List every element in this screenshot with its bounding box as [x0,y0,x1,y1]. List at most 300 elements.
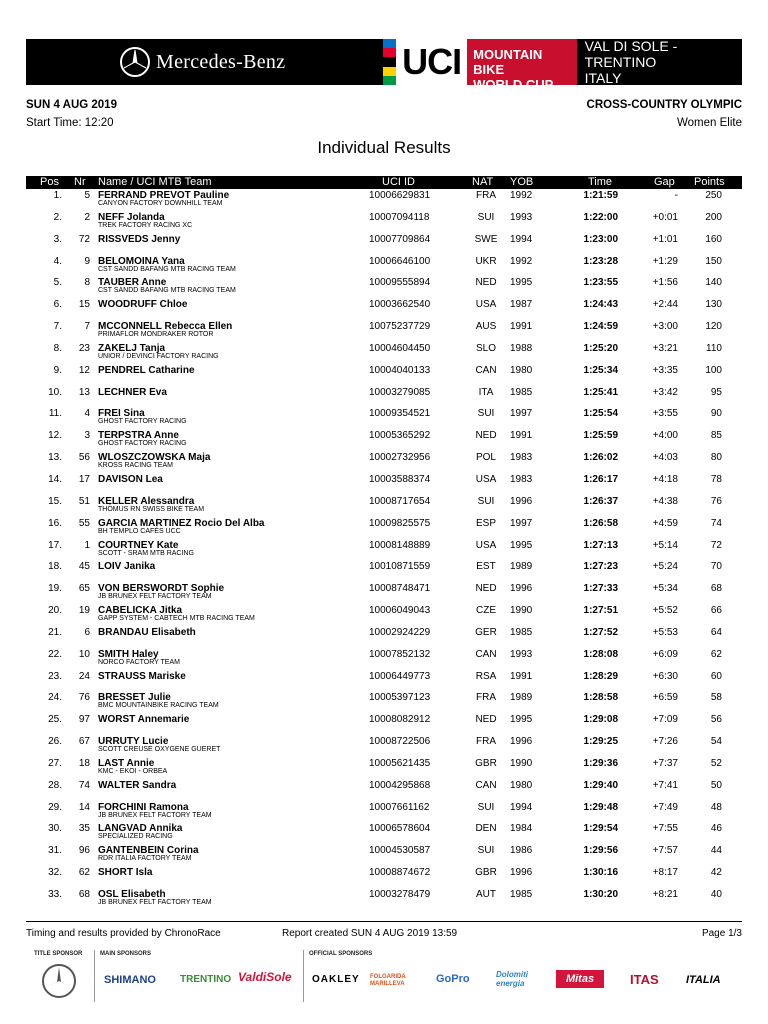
year-of-birth: 1997 [510,517,533,529]
team-name: GAPP SYSTEM - CABTECH MTB RACING TEAM [98,615,255,623]
points: 68 [710,583,722,595]
nationality: EST [476,561,496,573]
col-name: Name / UCI MTB Team [98,176,212,188]
points: 76 [710,495,722,507]
time-gap: +3:35 [652,364,678,376]
year-of-birth: 1989 [510,561,533,573]
points: 72 [710,539,722,551]
year-of-birth: 1991 [510,430,533,442]
points: 130 [705,299,722,311]
finish-time: 1:29:08 [583,714,618,726]
position: 6. [53,299,62,311]
result-row [26,386,742,408]
finish-time: 1:23:00 [583,233,618,245]
rider-name: VON BERSWORDT Sophie [98,583,225,595]
finish-time: 1:24:59 [583,321,618,333]
nationality: CAN [475,779,497,791]
team-name: THÖMUS RN SWISS BIKE TEAM [98,505,205,513]
time-gap: +6:30 [652,670,678,682]
bib-number: 68 [78,889,90,900]
col-yob: YOB [510,176,534,188]
year-of-birth: 1991 [510,321,533,333]
uci-id: 10003279085 [369,386,431,398]
finish-time: 1:29:40 [583,779,618,791]
result-row [26,539,742,561]
rider-name: WORST Annemarie [98,714,190,726]
race-date: SUN 4 AUG 2019 [26,99,117,111]
points: 44 [710,845,722,857]
points: 250 [705,190,722,201]
nationality: UKR [475,255,497,267]
col-nr: Nr [74,176,86,188]
time-gap: +5:53 [652,626,678,638]
bib-number: 62 [78,867,90,879]
bib-number: 14 [78,801,90,813]
nationality: FRA [476,692,496,704]
points: 46 [710,823,722,835]
col-nat: NAT [472,176,494,188]
result-row [26,495,742,517]
uci-id: 10008874672 [369,867,431,879]
venue-line-1: VAL DI SOLE - TRENTINO [584,38,678,70]
nationality: NED [475,430,497,442]
table-header [26,176,742,189]
bib-number: 18 [78,757,90,769]
nationality: AUT [476,889,496,900]
col-pos: Pos [40,176,59,188]
rider-name: BRESSET Julie [98,692,171,704]
time-gap: +7:41 [652,779,678,791]
finish-time: 1:27:52 [583,626,618,638]
rider-name: KELLER Alessandra [98,495,195,507]
team-name: CST SANDD BAFANG MTB RACING TEAM [98,265,236,273]
rider-name: PENDREL Catharine [98,364,195,376]
year-of-birth: 1992 [510,190,533,201]
uci-id: 10007661162 [369,801,430,813]
rider-name: BRANDAU Elisabeth [98,626,196,638]
year-of-birth: 1995 [510,277,533,289]
result-row [26,801,742,823]
year-of-birth: 1993 [510,648,533,660]
uci-id: 10003278479 [369,889,431,900]
bib-number: 13 [78,386,90,398]
bib-number: 2 [84,211,90,223]
finish-time: 1:30:16 [583,867,618,879]
result-row [26,670,742,692]
bib-number: 72 [78,233,90,245]
result-row [26,342,742,364]
result-row [26,429,742,451]
position: 13. [48,452,62,464]
result-row [26,757,742,779]
position: 1. [53,190,62,201]
points: 50 [710,779,722,791]
position: 9. [53,364,62,376]
rider-name: LOIV Janika [98,561,156,573]
team-name: UNIOR / DEVINCI FACTORY RACING [98,352,219,360]
position: 21. [48,626,62,638]
series-line-2: WORLD CUP [473,77,554,92]
venue [577,38,742,86]
nationality: GBR [475,867,497,879]
result-row [26,364,742,386]
uci-id: 10004604450 [369,342,431,354]
uci-wordmark: UCI [396,39,467,85]
finish-time: 1:29:56 [583,845,618,857]
position: 31. [48,845,62,857]
rider-name: LAST Annie [98,757,155,769]
time-gap: +6:59 [652,692,678,704]
position: 30. [48,823,62,835]
result-row [26,691,742,713]
position: 33. [48,889,62,900]
uci-id: 10009354521 [369,408,431,420]
team-name: SPECIALIZED RACING [98,833,173,841]
position: 17. [48,539,62,551]
uci-id: 10004530587 [369,845,431,857]
event-name: CROSS-COUNTRY OLYMPIC [586,99,742,111]
rider-name: FORCHINI Ramona [98,801,189,813]
points: 58 [710,692,722,704]
time-gap: +4:03 [652,452,678,464]
uci-id: 10075237729 [369,321,431,333]
position: 8. [53,342,62,354]
bib-number: 74 [78,779,90,791]
bib-number: 15 [78,299,90,311]
result-row [26,844,742,866]
position: 2. [53,211,62,223]
rider-name: WALTER Sandra [98,779,177,791]
points: 120 [705,321,722,333]
finish-time: 1:23:28 [583,255,618,267]
sponsor-dolomiti: Dolomiti energia [496,970,528,988]
result-row [26,517,742,539]
time-gap: +5:34 [652,583,678,595]
result-row [26,560,742,582]
time-gap: +1:56 [652,277,678,289]
finish-time: 1:27:51 [583,605,618,617]
nationality: GER [475,626,497,638]
rider-name: GARCIA MARTINEZ Rocio Del Alba [98,517,265,529]
result-row [26,713,742,735]
sponsor-trentino: TRENTINO [180,974,232,985]
position: 11. [48,408,62,420]
nationality: SWE [474,233,498,245]
year-of-birth: 1995 [510,714,533,726]
team-name: TREK FACTORY RACING XC [98,221,193,229]
time-gap: +4:00 [652,430,678,442]
year-of-birth: 1992 [510,255,533,267]
result-row [26,779,742,801]
year-of-birth: 1993 [510,211,533,223]
finish-time: 1:29:48 [583,801,618,813]
uci-logo [383,38,742,92]
uci-id: 10008717654 [369,495,431,507]
position: 16. [48,517,62,529]
position: 12. [48,430,62,442]
nationality: GBR [475,757,497,769]
uci-id: 10007709864 [369,233,431,245]
year-of-birth: 1996 [510,583,533,595]
nationality: SUI [477,211,495,223]
finish-time: 1:28:08 [583,648,618,660]
rider-name: MCCONNELL Rebecca Ellen [98,321,233,333]
position: 15. [48,495,62,507]
bib-number: 17 [78,473,90,485]
points: 48 [710,801,722,813]
bib-number: 24 [78,670,90,682]
rider-name: NEFF Jolanda [98,211,165,223]
rider-name: URRUTY Lucie [98,736,169,748]
mercedes-star-icon [42,964,76,998]
year-of-birth: 1994 [510,233,533,245]
result-row [26,233,742,255]
points: 60 [710,670,722,682]
result-row [26,822,742,844]
time-gap: +5:52 [652,605,678,617]
nationality: SUI [477,495,495,507]
uci-id: 10005397123 [369,692,431,704]
team-name: SCOTT CREUSE OXYGENE GUERET [98,746,221,754]
sponsor-strip [26,948,742,1008]
finish-time: 1:29:36 [583,757,618,769]
result-row [26,582,742,604]
position: 29. [48,801,62,813]
position: 32. [48,867,62,879]
points: 140 [705,277,722,289]
time-gap: +7:09 [652,714,678,726]
points: 110 [706,342,722,354]
bib-number: 97 [78,714,90,726]
bib-number: 55 [78,517,90,529]
time-gap: +3:42 [652,386,678,398]
position: 14. [48,473,62,485]
official-sponsors-label: OFFICIAL SPONSORS [309,951,373,957]
uci-id: 10006646100 [369,255,431,267]
time-gap: +5:24 [652,561,678,573]
team-name: BMC MOUNTAINBIKE RACING TEAM [98,702,219,710]
nationality: ESP [475,517,496,529]
uci-id: 10006449773 [369,670,431,682]
rider-name: TERPSTRA Anne [98,430,179,442]
category: Women Elite [677,117,742,129]
uci-id: 10008082912 [369,714,431,726]
nationality: FRA [476,190,496,201]
sponsor-folgarida: FOLGARIDA MARILLEVA [370,974,406,987]
nationality: SUI [477,801,495,813]
nationality: USA [475,473,497,485]
result-row [26,255,742,277]
year-of-birth: 1985 [510,889,533,900]
year-of-birth: 1985 [510,386,533,398]
uci-id: 10004295868 [369,779,431,791]
year-of-birth: 1990 [510,757,533,769]
points: 90 [710,408,722,420]
year-of-birth: 1983 [510,473,533,485]
nationality: CAN [475,364,497,376]
finish-time: 1:29:25 [583,736,618,748]
position: 3. [53,233,62,245]
points: 200 [705,211,722,223]
time-gap: +7:49 [652,801,678,813]
result-row [26,626,742,648]
nationality: FRA [476,736,496,748]
sponsor-divider [94,950,95,1002]
year-of-birth: 1995 [510,539,533,551]
time-gap: +7:57 [652,845,678,857]
finish-time: 1:27:23 [583,561,618,573]
bib-number: 7 [84,321,90,333]
points: 66 [710,605,722,617]
rider-name: RISSVEDS Jenny [98,233,181,245]
time-gap: +2:44 [652,299,678,311]
nationality: USA [475,539,497,551]
sponsor-itas: ITAS [630,972,659,987]
points: 54 [710,736,722,748]
result-row [26,451,742,473]
uci-id: 10002924229 [369,626,431,638]
time-gap: +4:59 [652,517,678,529]
team-name: BH TEMPLO CAFÉS UCC [98,527,181,535]
team-name: SCOTT - SRAM MTB RACING [98,549,194,557]
year-of-birth: 1996 [510,736,533,748]
uci-id: 10008748471 [369,583,431,595]
team-name: NORCO FACTORY TEAM [98,658,180,666]
position: 24. [48,692,62,704]
result-row [26,211,742,233]
sponsor-oakley: OAKLEY [312,974,360,985]
series-line-1: MOUNTAIN BIKE [473,47,543,77]
time-gap: +7:37 [652,757,678,769]
nationality: NED [475,583,497,595]
report-created: Report created SUN 4 AUG 2019 13:59 [282,928,458,939]
time-gap: +0:01 [652,211,678,223]
position: 22. [48,648,62,660]
nationality: USA [475,299,497,311]
result-row [26,276,742,298]
finish-time: 1:25:59 [583,430,618,442]
team-name: PRIMAFLOR MONDRAKER ROTOR [98,331,214,339]
bib-number: 3 [84,430,90,442]
points: 64 [710,626,722,638]
uci-id: 10009555894 [369,277,431,289]
uci-id: 10009825575 [369,517,431,529]
finish-time: 1:29:54 [583,823,618,835]
nationality: NED [475,277,497,289]
rider-name: FERRAND PREVOT Pauline [98,190,230,201]
points: 160 [705,233,722,245]
time-gap: +4:38 [652,495,678,507]
bib-number: 8 [84,277,90,289]
finish-time: 1:28:58 [583,692,618,704]
nationality: RSA [475,670,497,682]
time-gap: +1:01 [652,233,678,245]
uci-id: 10008722506 [369,736,431,748]
title-sponsor-label: TITLE SPONSOR [34,951,83,957]
finish-time: 1:25:20 [583,342,618,354]
event-info [587,96,742,132]
nationality: NED [475,714,497,726]
bib-number: 45 [78,561,90,573]
uci-id: 10003588374 [369,473,431,485]
team-name: JB BRUNEX FELT FACTORY TEAM [98,899,212,906]
finish-time: 1:27:13 [583,539,618,551]
position: 4. [53,255,62,267]
year-of-birth: 1986 [510,845,533,857]
time-gap: +4:18 [652,473,678,485]
team-name: KROSS RACING TEAM [98,462,173,470]
team-name: GHOST FACTORY RACING [98,418,187,426]
bib-number: 5 [84,190,90,201]
rider-name: TAUBER Anne [98,277,167,289]
timing-credit: Timing and results provided by ChronoRace [26,928,221,939]
rider-name: LECHNER Eva [98,386,167,398]
year-of-birth: 1994 [510,801,533,813]
team-name: GHOST FACTORY RACING [98,440,187,448]
position: 25. [48,714,62,726]
sponsor-gopro: GoPro [436,973,470,985]
bib-number: 6 [84,626,90,638]
uci-id: 10002732956 [369,452,431,464]
year-of-birth: 1989 [510,692,533,704]
col-time: Time [588,176,613,188]
team-name: RDR ITALIA FACTORY TEAM [98,855,192,863]
finish-time: 1:25:54 [583,408,618,420]
finish-time: 1:25:34 [583,364,618,376]
rider-name: BELOMOINA Yana [98,255,185,267]
points: 100 [705,364,722,376]
time-gap: +5:14 [652,539,678,551]
team-name: JB BRUNEX FELT FACTORY TEAM [98,811,212,819]
year-of-birth: 1997 [510,408,533,420]
rider-name: DAVISON Lea [98,473,163,485]
result-row [26,298,742,320]
bib-number: 56 [78,452,90,464]
bib-number: 76 [78,692,90,704]
bib-number: 65 [78,583,90,595]
footer-divider [26,921,742,922]
nationality: SLO [475,342,496,354]
uci-id: 10006049043 [369,605,431,617]
position: 18. [48,561,62,573]
year-of-birth: 1985 [510,626,533,638]
finish-time: 1:23:55 [583,277,618,289]
time-gap: +6:09 [652,648,678,660]
uci-id: 10007094118 [369,211,430,223]
finish-time: 1:25:41 [583,386,618,398]
nationality: SUI [477,845,495,857]
nationality: CZE [476,605,496,617]
year-of-birth: 1988 [510,342,533,354]
race-info [26,96,117,132]
year-of-birth: 1991 [510,670,533,682]
bib-number: 10 [78,648,90,660]
points: 150 [705,255,722,267]
finish-time: 1:27:33 [583,583,618,595]
position: 5. [53,277,62,289]
uci-stripes [383,39,396,85]
result-row [26,866,742,888]
points: 52 [710,757,722,769]
finish-time: 1:21:59 [583,190,618,201]
col-points: Points [694,176,725,188]
venue-line-2: ITALY [584,70,622,86]
position: 27. [48,757,62,769]
uci-id: 10008148889 [369,539,431,551]
rider-name: GANTENBEIN Corina [98,845,199,857]
points: 70 [710,561,722,573]
points: 95 [710,386,722,398]
